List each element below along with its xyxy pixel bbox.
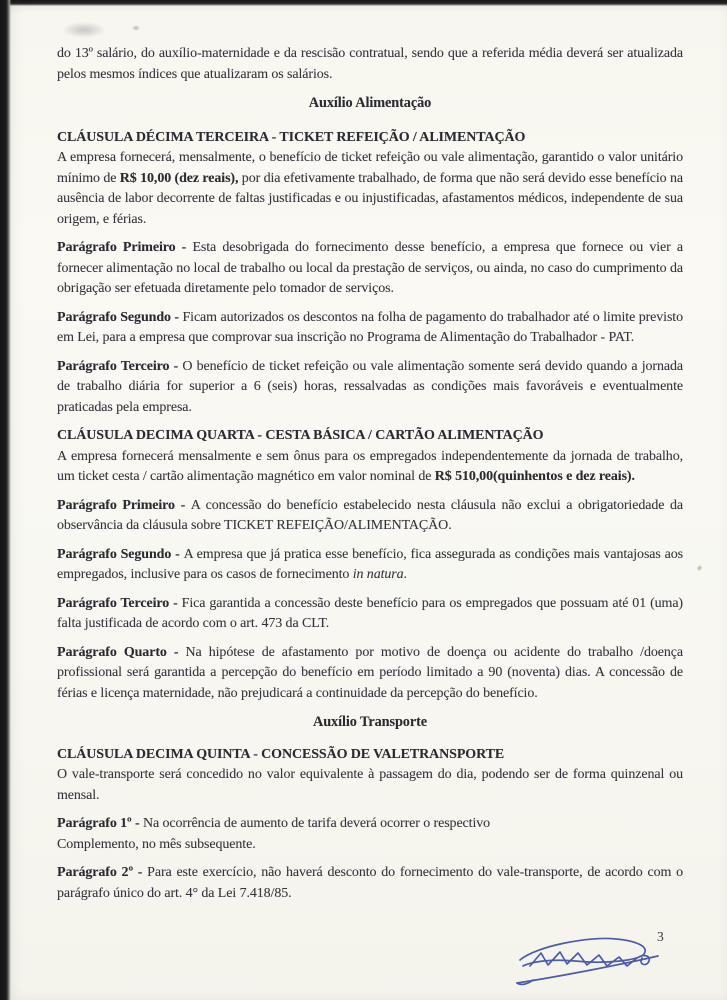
paragraph-text: Para este exercício, não haverá desconto do fornecimento do vale-transporte, de acordo com o parágrafo único do art. 4° da Lei 7.418/85. [57, 865, 683, 901]
clause-14-title: CLÁUSULA DECIMA QUARTA - CESTA BÁSICA / CARTÃO ALIMENTAÇÃO [57, 428, 544, 443]
page-number: 3 [657, 929, 664, 944]
clause-13-paragrafo-primeiro [57, 238, 683, 300]
intro-text: do 13º salário, do auxílio-maternidade e da rescisão contratual, sendo que a referida média deverá ser atualizada pelos mesmos índices que atualizaram os salários. [57, 46, 683, 82]
paragraph-label: Parágrafo Quarto - [57, 644, 186, 660]
clause-13-title: CLÁUSULA DÉCIMA TERCEIRA - TICKET REFEIÇÃO / ALIMENTAÇÃO [57, 129, 526, 145]
paragraph-label: Parágrafo Segundo - [57, 546, 184, 562]
clause-14-body-text: A empresa fornecerá mensalmente e sem ônus para os empregados independentemente da jornada de trabalho, um ticket cesta / cartão alimentação magnético em valor nominal de [57, 448, 683, 484]
paragraph-label: Parágrafo Terceiro - [57, 595, 182, 611]
clause-13-paragrafo-terceiro [57, 357, 683, 419]
clause-14-body-bold-value: R$ 510,00(quinhentos e dez reais). [434, 469, 635, 484]
paragraph-text-line1: Na ocorrência de aumento de tarifa deverá ocorrer o respectivo [142, 816, 491, 831]
scan-smudge-dot [132, 25, 140, 31]
paragraph-text-italic: in natura [352, 567, 404, 582]
section-heading-auxilio-transporte: Auxílio Transporte [312, 714, 428, 730]
paragraph-text: Ficam autorizados os descontos na folha de pagamento do trabalhador até o limite previsto em Lei, para a empresa que comprovar sua inscrição no Programa de Alimentação do Trabalhador - PAT. [57, 309, 683, 345]
clause-14-body [57, 447, 683, 488]
paragraph-label: Parágrafo 2º - [57, 865, 148, 880]
scan-edge-top [0, 0, 727, 6]
clause-13-body-text-cont: por dia efetivamente trabalhado, de forma que não será devido esse benefício na ausência de labor decorrente de faltas justificadas e ou injustificadas, afastamentos médicos, independente de sua origem, e férias. [57, 170, 683, 227]
scan-edge-left [0, 0, 11, 1000]
paragraph-intro [57, 44, 683, 85]
scan-speck [696, 564, 703, 572]
clause-15 [57, 745, 683, 905]
clause-15-paragrafo-2 [57, 863, 683, 904]
clause-15-body-text: O vale-transporte será concedido no valor equivalente à passagem do dia, podendo ser de forma quinzenal ou mensal. [57, 767, 683, 803]
paragraph-text-end: . [403, 567, 407, 582]
clause-13-body [57, 148, 683, 230]
paragraph-text: A concessão do benefício estabelecido nesta cláusula não exclui a obrigatoriedade da observância da cláusula sobre TICKET REFEIÇÃO/ALIMENTAÇÃO. [57, 497, 684, 533]
clause-15-title: CLÁUSULA DECIMA QUINTA - CONCESSÃO DE VALETRANSPORTE [57, 746, 505, 762]
clause-15-body [57, 765, 683, 806]
paragraph-label: Parágrafo Segundo - [57, 309, 183, 325]
paragraph-label: Parágrafo Primeiro - [57, 240, 193, 255]
paragraph-label: Parágrafo Primeiro - [57, 497, 191, 513]
clause-14-paragrafo-primeiro [57, 496, 683, 537]
scan-smudge-large [62, 22, 106, 38]
clause-13-body-bold-value: R$ 10,00 (dez reais), [119, 170, 239, 186]
paragraph-text: Na hipótese de afastamento por motivo de doença ou acidente do trabalho /doença profissional será garantida a percepção do benefício em período limitado a 90 (noventa) dias. A concessão de férias e licença maternidade, não prejudicará a continuidade da percepção do benefício. [57, 644, 683, 701]
section-heading-auxilio-alimentacao: Auxílio Alimentação [308, 95, 432, 111]
paragraph-text: Fica garantida a concessão deste benefício para os empregados que possuam até 01 (uma) falta justificada de acordo com o art. 473 da CLT. [57, 595, 683, 631]
clause-15-paragrafo-1 [57, 814, 683, 855]
paragraph-text: O benefício de ticket refeição ou vale alimentação somente será devido quando a jornada de trabalho diária for superior a 6 (seis) horas, ressalvadas as condições mais favoráveis e eventualmente praticadas pela empresa. [57, 358, 683, 415]
document-content [57, 44, 683, 912]
clause-13 [57, 128, 683, 419]
clause-14-paragrafo-segundo [57, 545, 683, 586]
paragraph-text: A empresa que já pratica esse benefício, fica assegurada as condições mais vantajosas aos empregados, inclusive para os casos de fornecimento [57, 546, 683, 582]
paragraph-text: Esta desobrigada do fornecimento desse benefício, a empresa que fornece ou vier a fornecer alimentação no local de trabalho ou local da prestação de serviços, ou ainda, no caso do cumprimento da obrigação ser efetuada diretamente pelo tomador de serviços. [57, 240, 684, 296]
clause-14 [57, 426, 683, 704]
paragraph-label: Parágrafo 1º - [57, 816, 143, 831]
clause-13-body-text: A empresa fornecerá, mensalmente, o benefício de ticket refeição ou vale alimentação, garantido o valor unitário mínimo de [57, 150, 683, 186]
paragraph-text-line2: Complemento, no mês subsequente. [57, 836, 256, 852]
clause-14-paragrafo-quarto [57, 643, 683, 705]
clause-13-paragrafo-segundo [57, 308, 683, 349]
paragraph-label: Parágrafo Terceiro - [57, 358, 183, 374]
clause-14-paragrafo-terceiro [57, 594, 683, 635]
